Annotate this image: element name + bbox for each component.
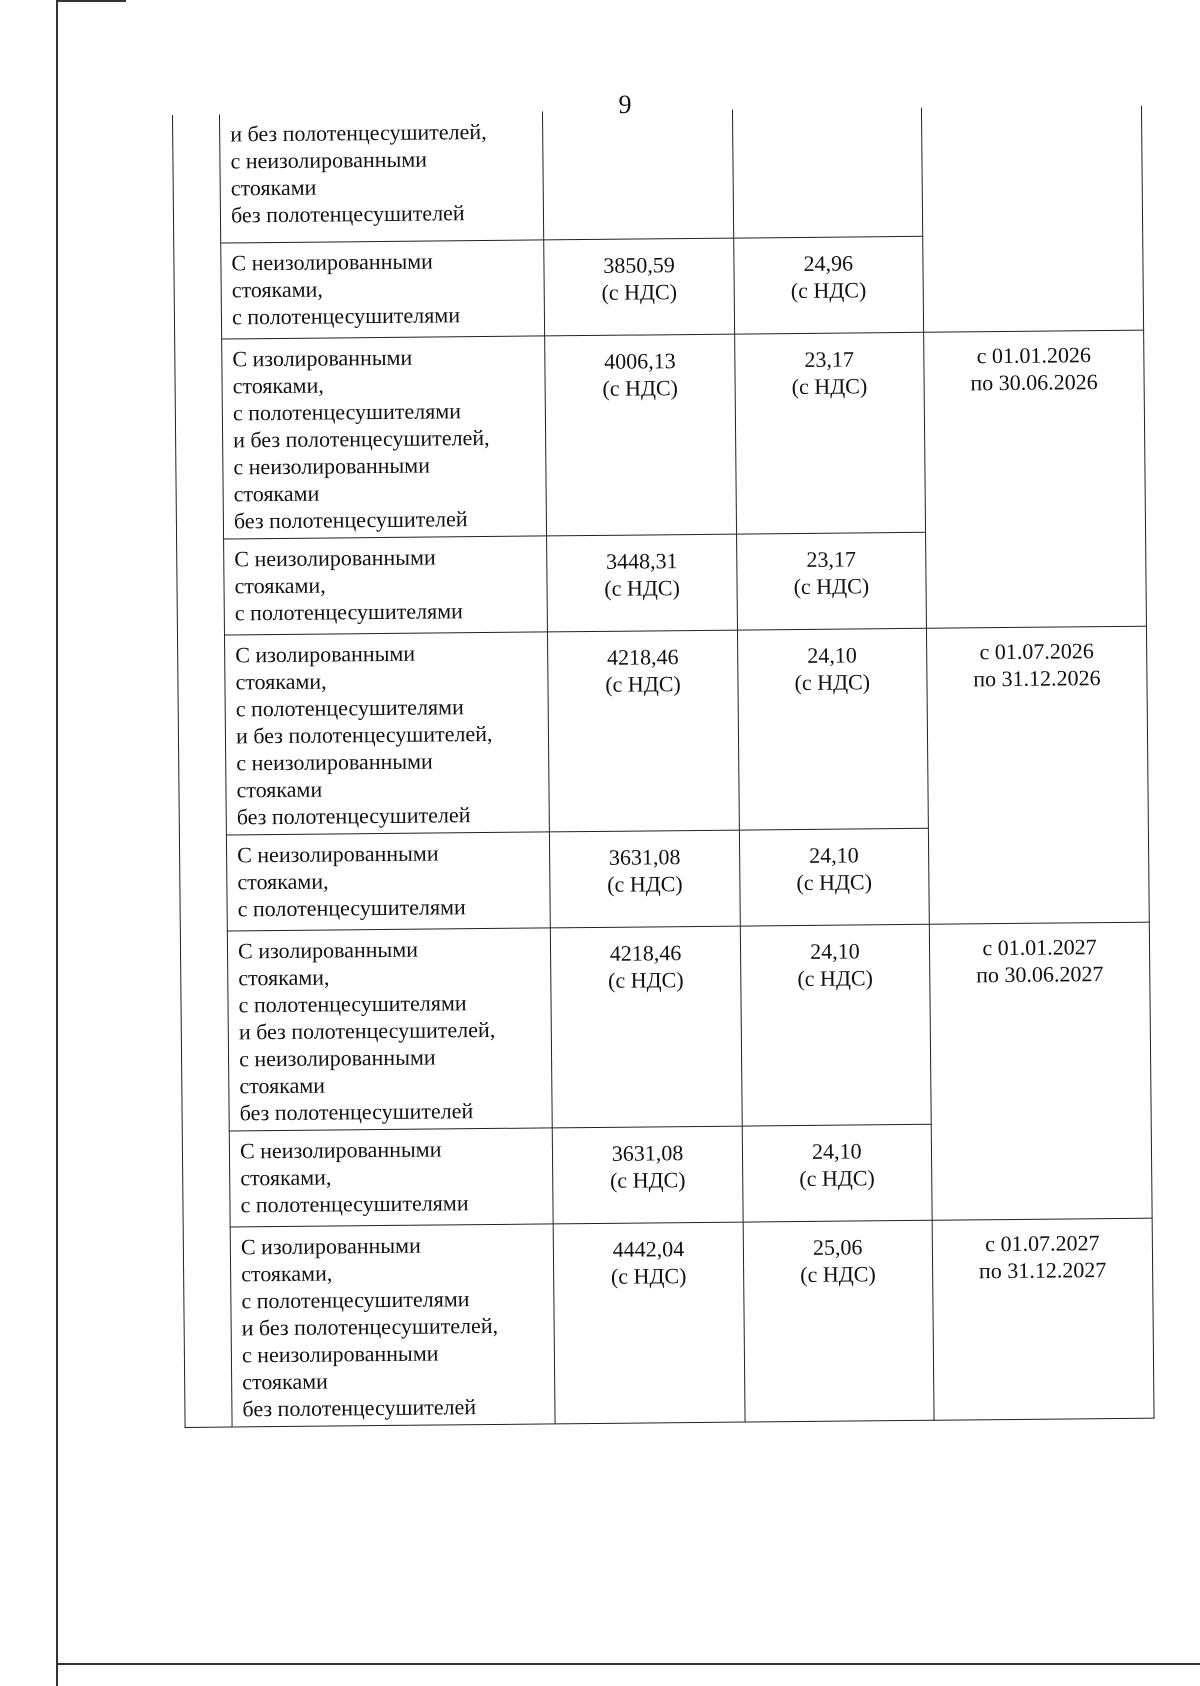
tariff-value-cell: 3448,31 (с НДС) bbox=[547, 534, 737, 632]
row-description: С неизолированными стояками, с полотенцесушителями bbox=[226, 831, 550, 930]
row-description: С изолированными стояками, с полотенцесушителями и без полотенцесушителей, с неизолированными стояками без полотенцесушителей bbox=[230, 1223, 555, 1426]
row-description: С изолированными стояками, с полотенцесушителями и без полотенцесушителей, с неизолированными стояками без полотенцесушителей bbox=[222, 335, 547, 538]
tariff-value-cell: 4006,13 (с НДС) bbox=[545, 334, 736, 536]
table-row bbox=[175, 330, 1146, 539]
scan-page-edge-bottom bbox=[56, 1663, 1200, 1665]
norm-value-cell bbox=[732, 108, 923, 238]
norm-value-cell: 24,10 (с НДС) bbox=[739, 828, 929, 926]
tariff-value-cell: 3631,08 (с НДС) bbox=[553, 1126, 743, 1224]
norm-value-cell: 24,10 (с НДС) bbox=[742, 1124, 932, 1222]
table-row bbox=[183, 1218, 1154, 1427]
tariff-value-cell: 3850,59 (с НДС) bbox=[544, 238, 734, 336]
row-description: С неизолированными стояками, с полотенцесушителями bbox=[229, 1127, 553, 1226]
norm-value-cell: 24,96 (с НДС) bbox=[733, 236, 923, 334]
norm-value-cell: 25,06 (с НДС) bbox=[743, 1220, 934, 1422]
period-cell: с 01.01.2027 по 30.06.2027 bbox=[929, 922, 1152, 1220]
tariff-value-cell: 4442,04 (с НДС) bbox=[554, 1222, 745, 1424]
tariff-value-cell: 4218,46 (с НДС) bbox=[548, 630, 739, 832]
page-number: 9 bbox=[618, 90, 632, 119]
tariff-value-cell: 4218,46 (с НДС) bbox=[551, 926, 742, 1128]
norm-value-cell: 23,17 (с НДС) bbox=[736, 532, 926, 630]
row-description: С изолированными стояками, с полотенцесушителями и без полотенцесушителей, с неизолированными стояками без полотенцесушителей bbox=[227, 927, 552, 1130]
norm-value-cell: 23,17 (с НДС) bbox=[734, 332, 925, 534]
table-row bbox=[177, 626, 1148, 835]
row-description: С неизолированными стояками, с полотенцесушителями bbox=[221, 239, 545, 338]
scan-page-edge-left bbox=[56, 0, 58, 1686]
period-cell bbox=[921, 106, 1143, 332]
tariff-table bbox=[172, 106, 1155, 1428]
row-description: С неизолированными стояками, с полотенцесушителями bbox=[224, 535, 548, 634]
tariff-value-cell bbox=[543, 110, 734, 240]
row-description: С изолированными стояками, с полотенцесушителями и без полотенцесушителей, с неизолированными стояками без полотенцесушителей bbox=[225, 631, 550, 834]
tariff-value-cell: 3631,08 (с НДС) bbox=[550, 830, 740, 928]
scan-page-edge-top bbox=[56, 0, 126, 2]
period-cell: с 01.07.2027 по 31.12.2027 bbox=[932, 1218, 1154, 1420]
table-row bbox=[180, 922, 1151, 1131]
period-cell: с 01.01.2026 по 30.06.2026 bbox=[924, 330, 1147, 628]
period-cell: с 01.07.2026 по 31.12.2026 bbox=[926, 626, 1149, 924]
norm-value-cell: 24,10 (с НДС) bbox=[740, 924, 931, 1126]
norm-value-cell: 24,10 (с НДС) bbox=[737, 628, 928, 830]
row-description: и без полотенцесушителей, с неизолированными стояками без полотенцесушителей bbox=[220, 111, 545, 242]
table-row bbox=[172, 106, 1142, 243]
